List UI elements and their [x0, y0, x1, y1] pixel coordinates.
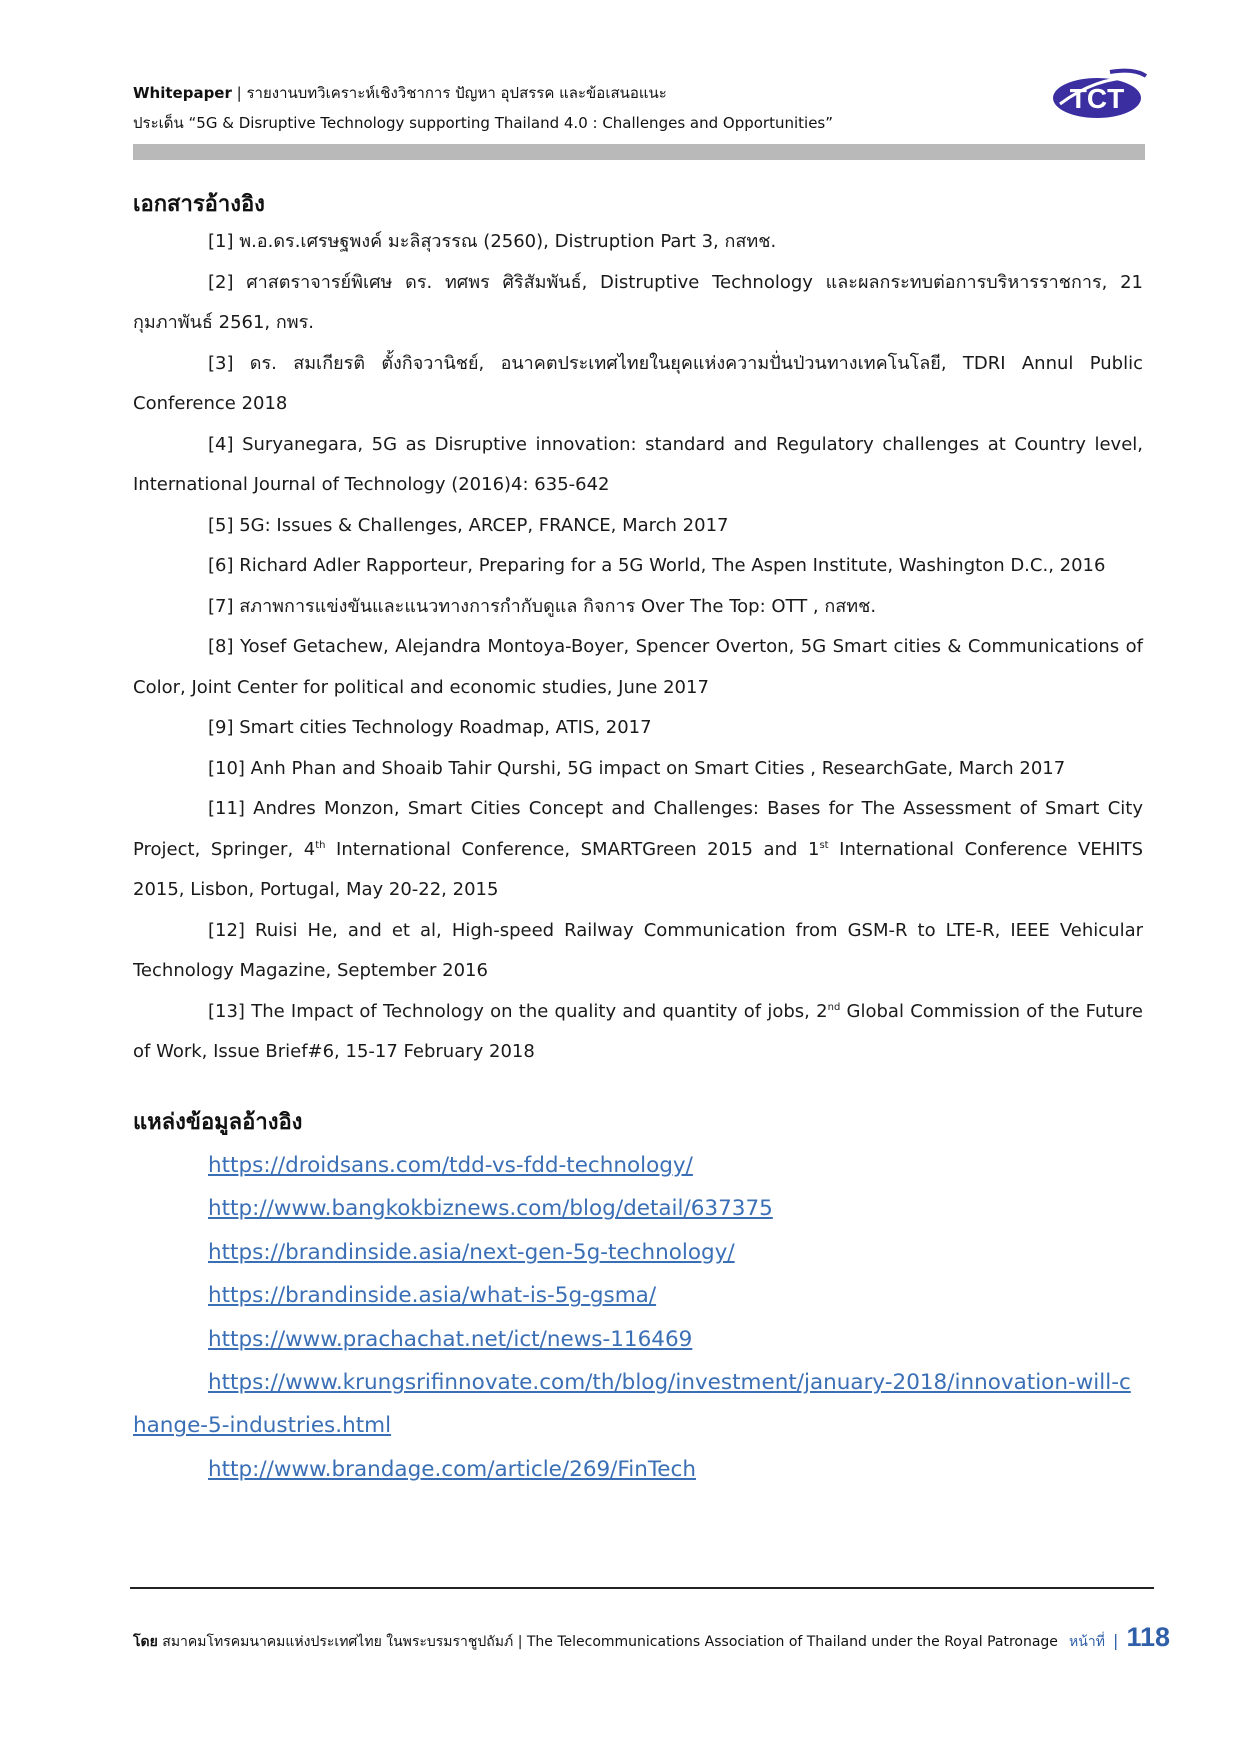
- ref11-sup2: st: [819, 839, 829, 851]
- page-number: 118: [1126, 1622, 1171, 1652]
- reference-item: [10] Anh Phan and Shoaib Tahir Qurshi, 5G impact on Smart Cities , ResearchGate, March 2017: [208, 757, 1066, 779]
- ref11-part3: International Conference VEHITS 2015, Lisbon, Portugal, May 20-22, 2015: [133, 838, 1143, 900]
- source-link[interactable]: https://droidsans.com/tdd-vs-fdd-technology/: [208, 1153, 693, 1178]
- page-separator: |: [1113, 1631, 1119, 1650]
- page-footer: [133, 1622, 1171, 1653]
- reference-item: [1] พ.อ.ดร.เศรษฐพงค์ มะลิสุวรรณ (2560), Distruption Part 3, กสทช.: [208, 231, 777, 252]
- footer-divider: [130, 1587, 1154, 1589]
- header-line-1: [133, 78, 1143, 108]
- reference-item: [5] 5G: Issues & Challenges, ARCEP, FRANCE, March 2017: [208, 514, 729, 536]
- sources-link-list: [133, 1144, 1143, 1491]
- tct-logo: [1050, 66, 1148, 124]
- reference-item: [3] ดร. สมเกียรติ ตั้งกิจวานิชย์, อนาคตประเทศไทยในยุคแห่งความปั่นป่วนทางเทคโนโลยี, TDRI Annul Public Conference 2018: [133, 352, 1143, 414]
- reference-item: [2] ศาสตราจารย์พิเศษ ดร. ทศพร ศิริสัมพันธ์, Distruptive Technology และผลกระทบต่อการบริหารราชการ, 21 กุมภาพันธ์ 2561, กพร.: [133, 271, 1143, 333]
- header-divider-bar: [133, 144, 1145, 160]
- reference-item: [6] Richard Adler Rapporteur, Preparing for a 5G World, The Aspen Institute, Washington D.C., 2016: [208, 555, 1106, 576]
- reference-item: [7] สภาพการแข่งขันและแนวทางการกำกับดูแล กิจการ Over The Top: OTT , กสทช.: [208, 595, 877, 617]
- ref11-part1: [11] Andres Monzon, Smart Cities Concept and Challenges: Bases for The Assessment of Smart City Project, Springer, 4: [133, 798, 1143, 860]
- ref13-sup: nd: [827, 1001, 841, 1013]
- ref11-sup1: th: [315, 839, 326, 851]
- footer-organization: [133, 1634, 1058, 1650]
- footer-org-text: สมาคมโทรคมนาคมแห่งประเทศไทย ในพระบรมราชูปถัมภ์ | The Telecommunications Association of Thailand under the Royal Patronage: [157, 1634, 1058, 1650]
- source-link[interactable]: https://www.prachachat.net/ict/news-116469: [208, 1326, 693, 1352]
- source-link[interactable]: http://www.brandage.com/article/269/FinTech: [208, 1456, 696, 1482]
- source-link[interactable]: https://brandinside.asia/what-is-5g-gsma/: [208, 1283, 657, 1309]
- reference-item-13: [133, 992, 1143, 1073]
- header-line-2: ประเด็น “5G & Disruptive Technology supporting Thailand 4.0 : Challenges and Opportunities”: [133, 114, 834, 132]
- ref13-part2: Global Commission of the Future of Work, Issue Brief#6, 15-17 February 2018: [133, 1000, 1143, 1062]
- footer-by-label: โดย: [133, 1634, 158, 1650]
- reference-item: [9] Smart cities Technology Roadmap, ATIS, 2017: [208, 717, 652, 738]
- header-subtitle: | รายงานบทวิเคราะห์เชิงวิชาการ ปัญหา อุปสรรค และข้อเสนอแนะ: [231, 84, 667, 102]
- references-title: เอกสารอ้างอิง: [133, 192, 265, 217]
- reference-item-11: [133, 789, 1143, 911]
- reference-item: [4] Suryanegara, 5G as Disruptive innovation: standard and Regulatory challenges at Country level, International Journal of Technology (2016)4: 635-642: [133, 433, 1143, 495]
- page-header: [133, 78, 1143, 138]
- ref13-part1: [13] The Impact of Technology on the quality and quantity of jobs, 2: [208, 1000, 828, 1022]
- reference-item: [8] Yosef Getachew, Alejandra Montoya-Boyer, Spencer Overton, 5G Smart cities & Communications of Color, Joint Center for political and economic studies, June 2017: [133, 636, 1143, 698]
- page-label: หน้าที่: [1069, 1634, 1105, 1650]
- references-list: [133, 222, 1143, 1073]
- source-link[interactable]: http://www.bangkokbiznews.com/blog/detail/637375: [208, 1196, 773, 1222]
- ref11-part2: International Conference, SMARTGreen 2015 and 1: [325, 838, 820, 860]
- tct-logo-text: TCT: [1069, 83, 1125, 114]
- source-link[interactable]: https://brandinside.asia/next-gen-5g-technology/: [208, 1239, 735, 1265]
- reference-item-12: [12] Ruisi He, and et al, High-speed Railway Communication from GSM-R to LTE-R, IEEE Vehicular Technology Magazine, September 2016: [133, 919, 1143, 981]
- source-link[interactable]: https://www.krungsrifinnovate.com/th/blog/investment/january-2018/innovation-will-change-5-industries.html: [133, 1370, 1131, 1439]
- sources-title: แหล่งข้อมูลอ้างอิง: [133, 1110, 303, 1135]
- header-whitepaper-label: Whitepaper: [133, 84, 232, 102]
